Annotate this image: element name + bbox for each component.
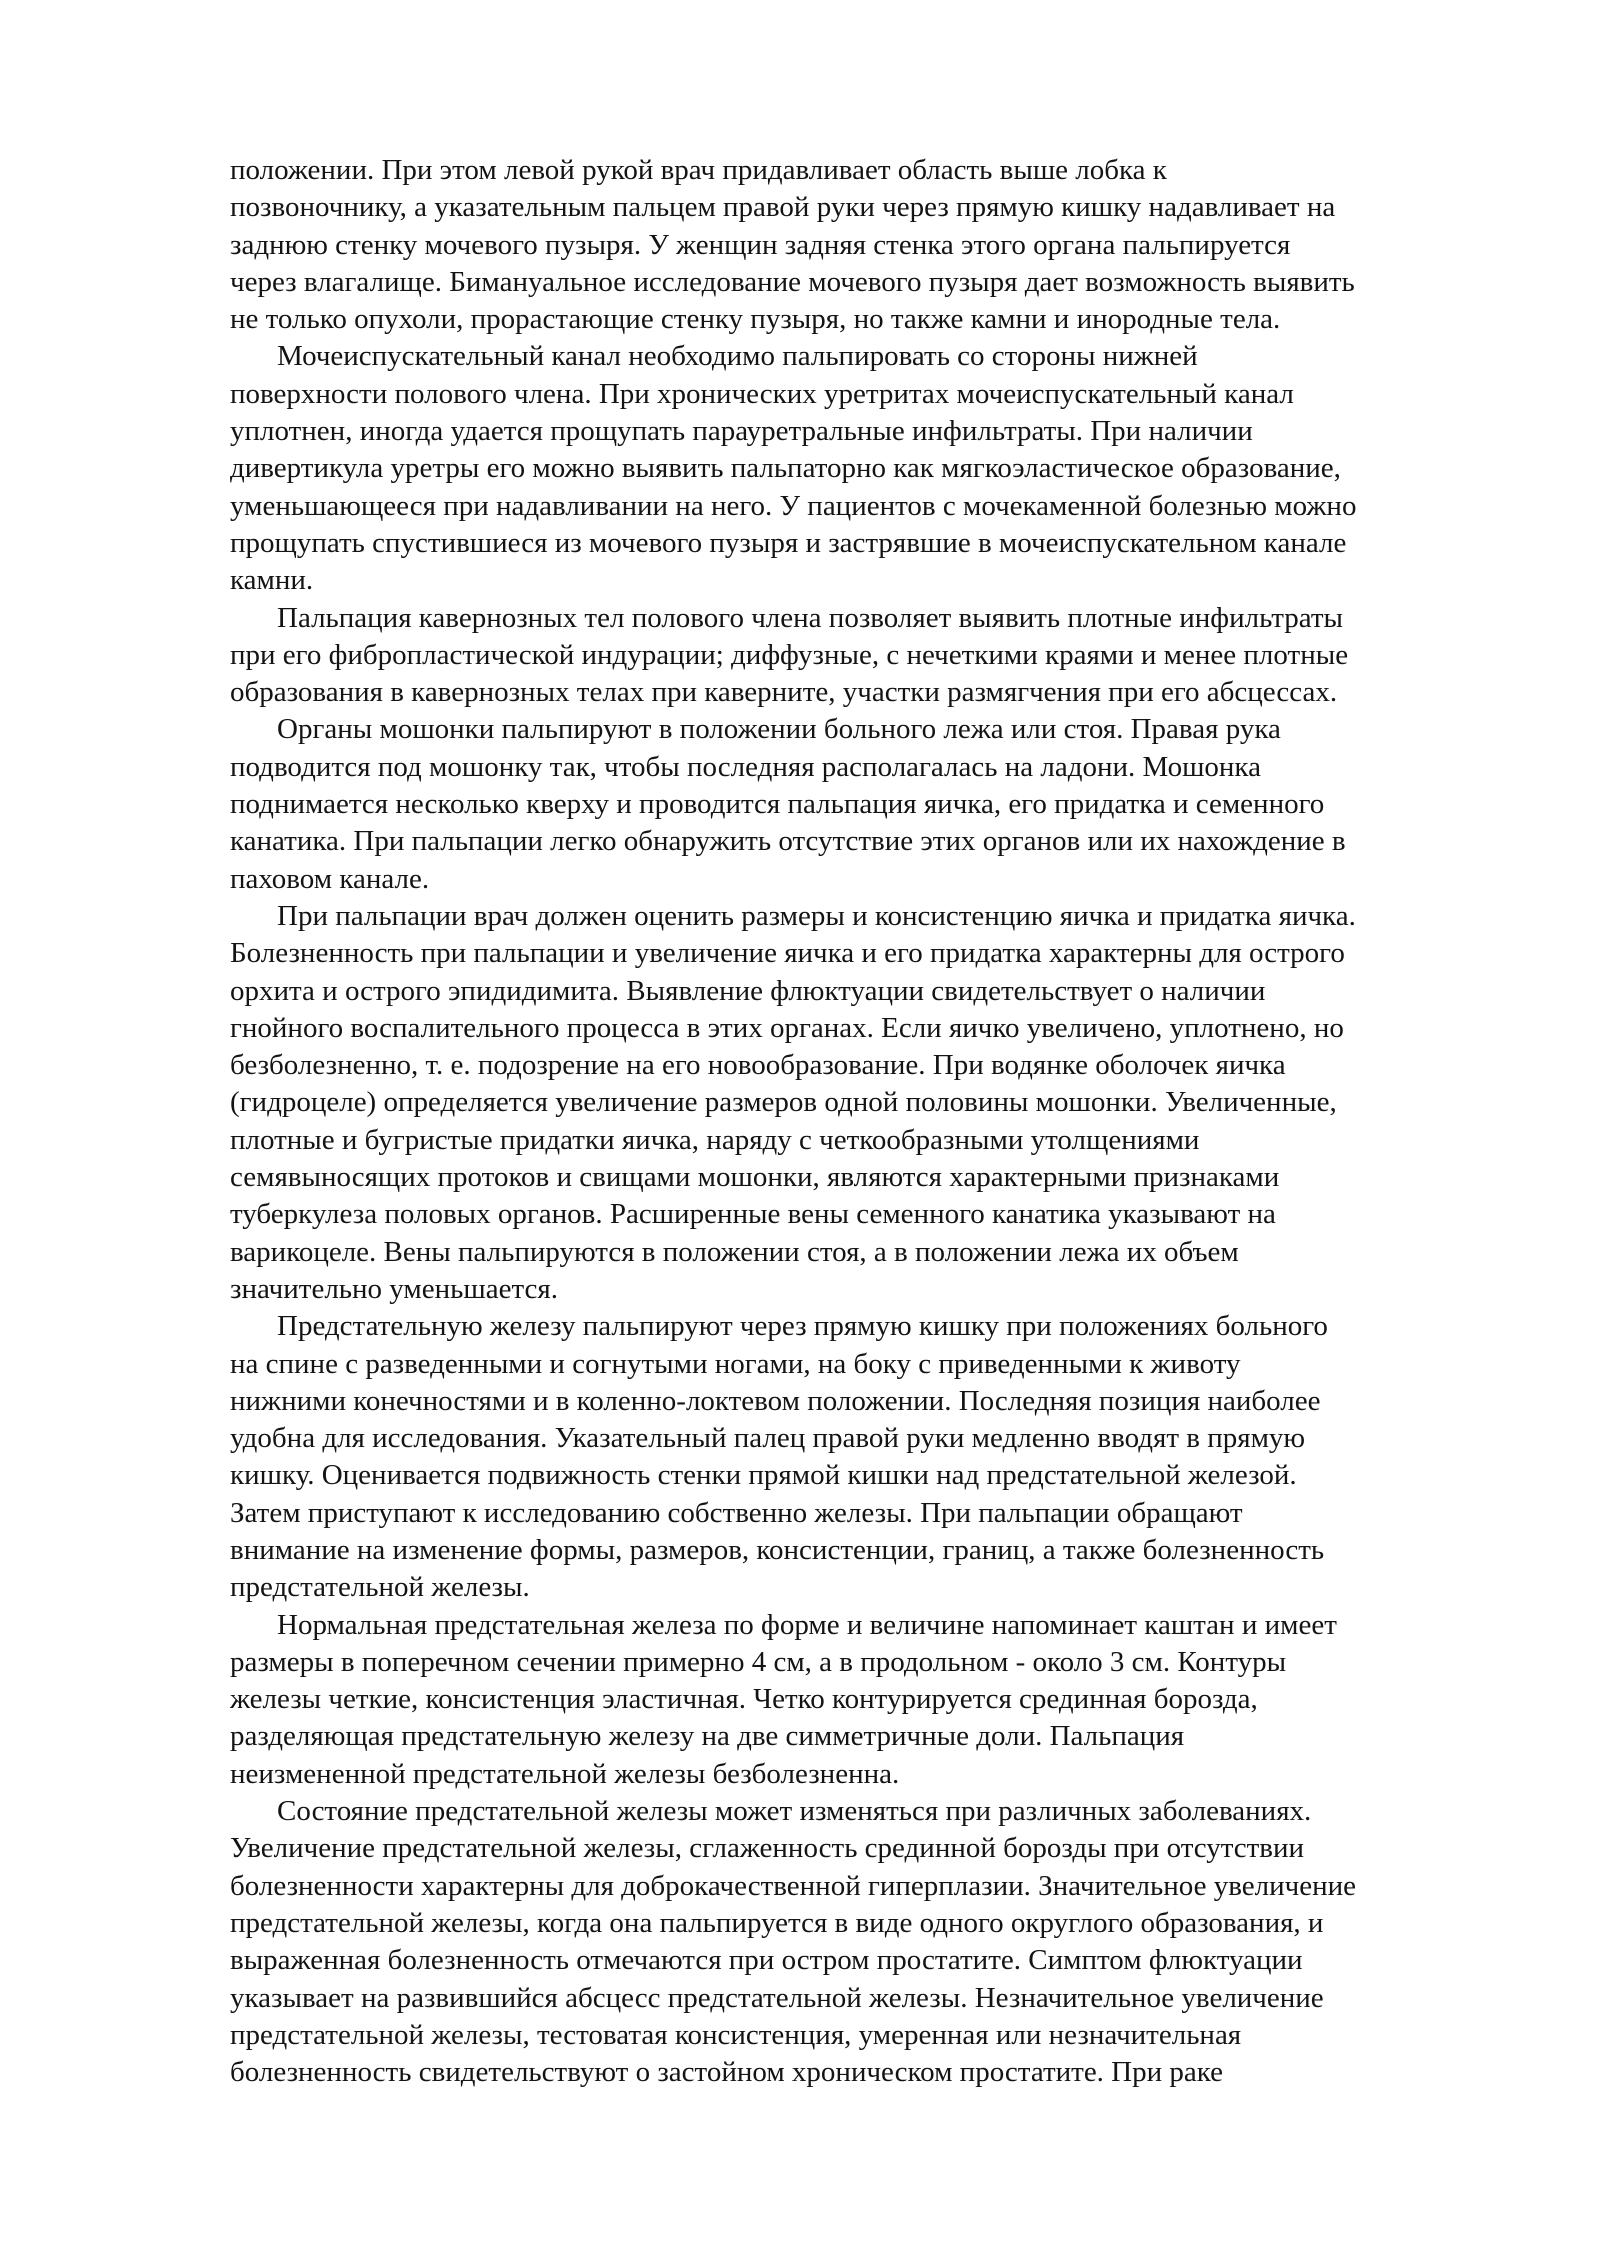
paragraph (230, 338, 1380, 599)
text-line: предстательной железы. (230, 1571, 530, 1604)
text-line: семявыносящих протоков и свищами мошонки, являются характерными признаками (230, 1161, 1280, 1194)
paragraph (230, 600, 1380, 712)
paragraph (230, 1607, 1380, 1793)
paragraph (230, 152, 1380, 338)
text-line: дивертикула уретры его можно выявить пальпаторно как мягкоэластическое образование, (230, 452, 1341, 485)
text-line: Пальпация кавернозных тел полового члена позволяет выявить плотные инфильтраты (277, 601, 1344, 634)
text-line: предстательной железы, когда она пальпируется в виде одного округлого образования, и (230, 1906, 1324, 1939)
text-line: нижними конечностями и в коленно-локтевом положении. Последняя позиция наиболее (230, 1384, 1321, 1417)
text-line: гнойного воспалительного процесса в этих органах. Если яичко увеличено, уплотнено, но (230, 1011, 1344, 1044)
text-line: через влагалище. Бимануальное исследование мочевого пузыря дает возможность выявить (230, 265, 1355, 298)
document-body (230, 152, 1380, 2091)
text-line: положении. При этом левой рукой врач придавливает область выше лобка к (230, 154, 1167, 186)
text-line: указывает на развившийся абсцесс предстательной железы. Незначительное увеличение (230, 1981, 1324, 2014)
text-line: неизмененной предстательной железы безболезненна. (230, 1757, 900, 1790)
text-line: болезненности характерны для доброкачественной гиперплазии. Значительное увеличение (230, 1869, 1356, 1902)
text-line: выраженная болезненность отмечаются при остром простатите. Симптом флюктуации (230, 1944, 1303, 1977)
text-line: безболезненно, т. е. подозрение на его новообразование. При водянке оболочек яичка (230, 1049, 1286, 1082)
text-line: на спине с разведенными и согнутыми ногами, на боку с приведенными к животу (230, 1347, 1241, 1380)
text-line: позвоночнику, а указательным пальцем правой руки через прямую кишку надавливает на (230, 191, 1336, 224)
text-line: железы четкие, консистенция эластичная. Четко контурируется срединная борозда, (230, 1683, 1258, 1716)
text-line: болезненность свидетельствуют о застойном хроническом простатите. При раке (230, 2056, 1224, 2089)
text-line: поднимается несколько кверху и проводится пальпация яичка, его придатка и семенного (230, 788, 1325, 821)
text-line: размеры в поперечном сечении примерно 4 см, а в продольном - около 3 см. Контуры (230, 1645, 1287, 1678)
text-line: Болезненность при пальпации и увеличение яичка и его придатка характерны для острого (230, 937, 1345, 970)
text-line: камни. (230, 564, 314, 597)
text-line: орхита и острого эпидидимита. Выявление флюктуации свидетельствует о наличии (230, 974, 1266, 1007)
text-line: подводится под мошонку так, чтобы последняя располагалась на ладони. Мошонка (230, 750, 1261, 783)
text-line: уменьшающееся при надавливании на него. У пациентов с мочекаменной болезнью можно (230, 489, 1357, 522)
paragraph (230, 898, 1380, 1308)
text-line: Состояние предстательной железы может изменяться при различных заболеваниях. (277, 1795, 1312, 1828)
text-line: При пальпации врач должен оценить размеры и консистенцию яичка и придатка яичка. (277, 899, 1356, 932)
text-line: плотные и бугристые придатки яичка, наряду с четкообразными утолщениями (230, 1123, 1200, 1156)
text-line: варикоцеле. Вены пальпируются в положении стоя, а в положении лежа их объем (230, 1235, 1239, 1268)
paragraph (230, 1308, 1380, 1606)
text-line: поверхности полового члена. При хронических уретритах мочеиспускательный канал (230, 377, 1294, 410)
text-line: удобна для исследования. Указательный палец правой руки медленно вводят в прямую (230, 1422, 1306, 1455)
text-line: Увеличение предстательной железы, сглаженность срединной борозды при отсутствии (230, 1832, 1305, 1865)
paragraph (230, 1793, 1380, 2091)
text-line: Органы мошонки пальпируют в положении больного лежа или стоя. Правая рука (277, 713, 1281, 746)
text-line: образования в кавернозных телах при каверните, участки размягчения при его абсцессах. (230, 676, 1338, 709)
text-line: Затем приступают к исследованию собственно железы. При пальпации обращают (230, 1496, 1243, 1529)
text-line: предстательной железы, тестоватая консистенция, умеренная или незначительная (230, 2018, 1242, 2051)
text-line: паховом канале. (230, 862, 430, 895)
text-line: внимание на изменение формы, размеров, консистенции, границ, а также болезненность (230, 1533, 1325, 1566)
text-line: значительно уменьшается. (230, 1272, 558, 1305)
text-line: кишку. Оценивается подвижность стенки прямой кишки над предстательной железой. (230, 1459, 1297, 1492)
text-line: канатика. При пальпации легко обнаружить отсутствие этих органов или их нахождение в (230, 825, 1346, 858)
text-line: прощупать спустившиеся из мочевого пузыря и застрявшие в мочеиспускательном канале (230, 526, 1347, 559)
text-line: Мочеиспускательный канал необходимо пальпировать со стороны нижней (277, 340, 1198, 373)
paragraph (230, 711, 1380, 897)
text-line: Нормальная предстательная железа по форме и величине напоминает каштан и имеет (277, 1608, 1337, 1641)
text-line: не только опухоли, прорастающие стенку пузыря, но также камни и инородные тела. (230, 303, 1281, 336)
text-line: при его фибропластической индурации; диффузные, с нечеткими краями и менее плотные (230, 638, 1349, 671)
text-line: уплотнен, иногда удается прощупать парауретральные инфильтраты. При наличии (230, 415, 1253, 448)
text-line: туберкулеза половых органов. Расширенные вены семенного канатика указывают на (230, 1198, 1276, 1231)
text-line: Предстательную железу пальпируют через прямую кишку при положениях больного (277, 1310, 1328, 1343)
text-line: разделяющая предстательную железу на две симметричные доли. Пальпация (230, 1720, 1185, 1753)
text-line: (гидроцеле) определяется увеличение размеров одной половины мошонки. Увеличенные, (230, 1086, 1337, 1119)
text-line: заднюю стенку мочевого пузыря. У женщин задняя стенка этого органа пальпируется (230, 228, 1291, 261)
